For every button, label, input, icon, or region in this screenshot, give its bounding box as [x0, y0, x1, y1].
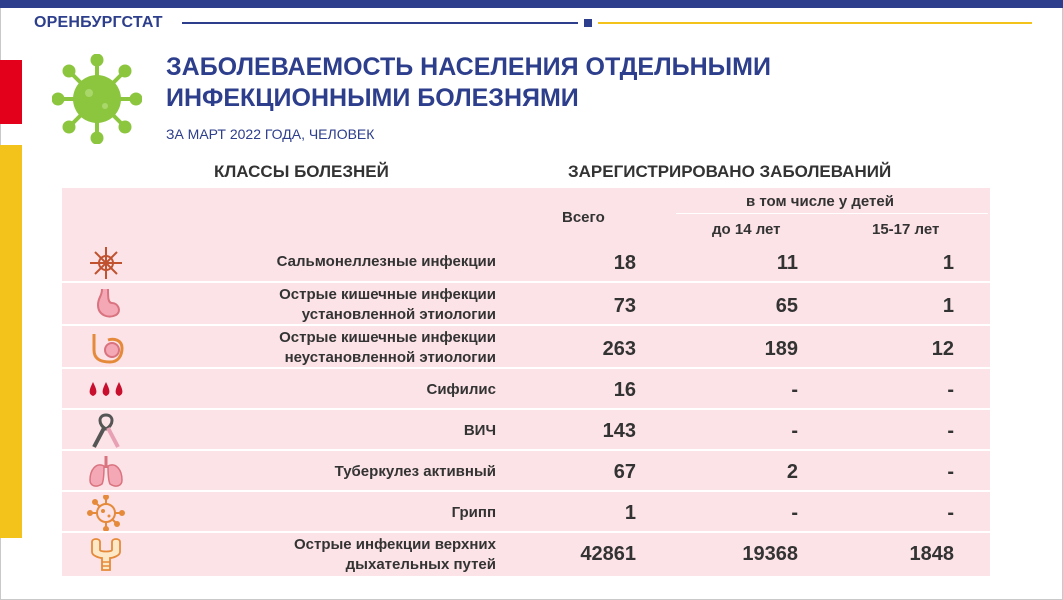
value-15-17: 1 [942, 295, 954, 317]
header-line-yellow [598, 22, 1032, 24]
disease-name: ВИЧ [463, 422, 496, 439]
stomach-icon [84, 287, 128, 323]
table-row [62, 533, 990, 576]
title-line-2: ИНФЕКЦИОННЫМИ БОЛЕЗНЯМИ [166, 84, 579, 112]
value-total: 67 [613, 461, 636, 483]
page-subtitle: ЗА МАРТ 2022 ГОДА, ЧЕЛОВЕК [166, 126, 375, 142]
disease-name: Острые кишечные инфекции установленной этиологии [279, 286, 496, 323]
value-under14: - [791, 379, 798, 401]
column-header-registered: ЗАРЕГИСТРИРОВАНО ЗАБОЛЕВАНИЙ [568, 162, 892, 181]
value-under14: 11 [776, 252, 798, 274]
disease-name: Грипп [451, 504, 496, 521]
awareness-ribbon-icon [84, 413, 128, 449]
value-15-17: - [947, 502, 954, 524]
disease-name: Туберкулез активный [334, 463, 496, 480]
flu-virus-icon [84, 495, 128, 531]
blood-drops-icon [84, 372, 128, 408]
table-row [62, 283, 990, 326]
column-header-under14: до 14 лет [712, 221, 781, 238]
disease-name: Сифилис [426, 381, 496, 398]
value-total: 263 [602, 338, 636, 360]
column-header-classes: КЛАССЫ БОЛЕЗНЕЙ [214, 162, 389, 181]
value-15-17: - [947, 379, 954, 401]
value-15-17: 1848 [909, 543, 954, 565]
table-row [62, 451, 990, 492]
table-row [62, 242, 990, 283]
salmonella-icon [84, 245, 128, 281]
table-row [62, 369, 990, 410]
value-total: 42861 [580, 543, 636, 565]
side-accent-yellow [0, 145, 22, 538]
throat-icon [84, 536, 128, 572]
disease-name: Сальмонеллезные инфекции [276, 253, 496, 270]
value-under14: 19368 [742, 543, 798, 565]
value-15-17: - [947, 461, 954, 483]
value-15-17: 12 [931, 338, 954, 360]
value-under14: 2 [786, 461, 798, 483]
table-row [62, 410, 990, 451]
value-under14: - [791, 502, 798, 524]
disease-name: Острые инфекции верхних дыхательных путей [293, 536, 496, 573]
value-under14: 65 [775, 295, 798, 317]
table-row [62, 326, 990, 369]
brand-name: ОРЕНБУРГСТАТ [34, 14, 163, 31]
header-square [584, 19, 592, 27]
intestine-icon [84, 330, 128, 366]
value-under14: - [791, 420, 798, 442]
value-under14: 189 [764, 338, 798, 360]
value-total: 143 [602, 420, 636, 442]
column-header-total: Всего [562, 209, 605, 226]
value-total: 16 [613, 379, 636, 401]
virus-icon [52, 54, 142, 144]
subheader-divider [676, 213, 988, 214]
column-header-15-17: 15-17 лет [872, 221, 940, 238]
page-title [166, 52, 771, 114]
side-accent-red [0, 60, 22, 124]
value-15-17: 1 [942, 252, 954, 274]
table-row [62, 492, 990, 533]
column-header-children: в том числе у детей [746, 193, 894, 210]
value-total: 18 [613, 252, 636, 274]
top-bar [0, 0, 1063, 8]
title-line-1: ЗАБОЛЕВАЕМОСТЬ НАСЕЛЕНИЯ ОТДЕЛЬНЫМИ [166, 53, 771, 81]
value-15-17: - [947, 420, 954, 442]
lungs-icon [84, 454, 128, 490]
value-total: 1 [624, 502, 636, 524]
disease-name: Острые кишечные инфекции неустановленной этиологии [279, 329, 496, 366]
value-total: 73 [613, 295, 636, 317]
header-line-blue [182, 22, 578, 24]
